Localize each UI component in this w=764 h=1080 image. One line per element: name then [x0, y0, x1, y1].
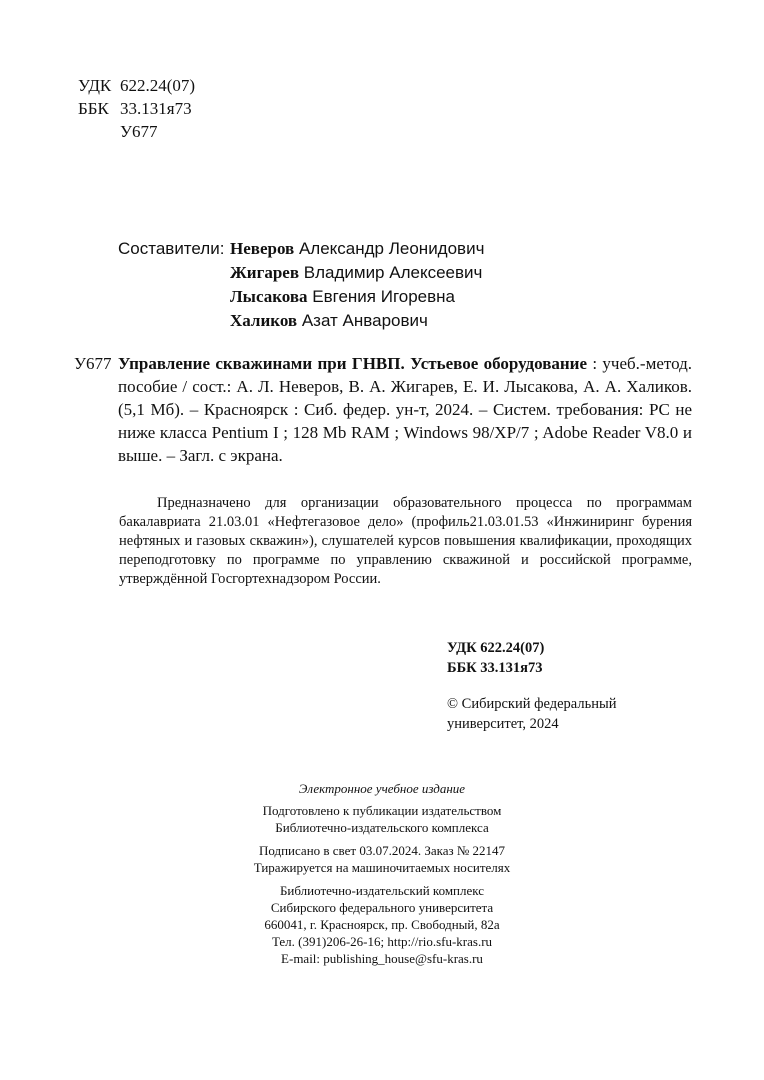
compilers-block: [118, 237, 484, 333]
classification-codes: [78, 74, 195, 143]
udk-value: 622.24(07): [120, 76, 196, 95]
publisher-line-1: Библиотечно-издательский комплекс: [279, 883, 485, 898]
author-3: [230, 285, 455, 309]
edition-type: [200, 780, 564, 797]
compilers-label: Составители:: [118, 239, 225, 258]
publisher-email: E-mail: publishing_house@sfu-kras.ru: [281, 951, 483, 966]
author-surname: Лысакова: [230, 287, 308, 306]
bibliographic-record: [74, 352, 692, 467]
bottom-udk: УДК 622.24(07): [447, 640, 545, 656]
author-surname: Жигарев: [230, 263, 300, 282]
prepared-line-1: Подготовлено к публикации издательством: [262, 803, 502, 818]
prepared-by: [200, 802, 564, 836]
book-description: : учеб.-метод. пособие / сост.: А. Л. Неверов, В. А. Жигарев, Е. И. Лысакова, А. А. Халиков. (5,1 Мб). – Красноярск : Сиб. федер. ун-т, 2024. – Систем. требования: PC не ниже класса Pentium I ; 128 Mb RAM ; Windows 98/XP/7 ; Adobe Reader V8.0 и выше. – Загл. с экрана.: [118, 354, 693, 465]
publisher-info: [200, 882, 564, 967]
author-1: [230, 237, 484, 261]
edition-type-text: Электронное учебное издание: [298, 781, 466, 796]
author-2: [230, 261, 482, 285]
author-surname: Халиков: [230, 311, 298, 330]
publisher-line-2: Сибирского федерального университета: [270, 900, 494, 915]
book-title: Управление скважинами при ГНВП. Устьевое оборудование: [118, 354, 588, 373]
udk-label: УДК: [78, 76, 112, 95]
replicated-line: Тиражируется на машиночитаемых носителях: [253, 860, 511, 875]
publisher-address: 660041, г. Красноярск, пр. Свободный, 82а: [264, 917, 500, 932]
author-name: Азат Анварович: [301, 311, 428, 330]
publication-info: [200, 842, 564, 876]
copyright: [447, 694, 616, 734]
biblio-code: У677: [74, 354, 112, 373]
bottom-classification: [447, 638, 544, 678]
copyright-line-1: © Сибирский федеральный: [447, 696, 617, 712]
biblio-text: [118, 352, 692, 467]
author-surname: Неверов: [230, 239, 295, 258]
copyright-line-2: университет, 2024: [447, 716, 559, 732]
author-mark: У677: [120, 122, 158, 141]
purpose-paragraph: Предназначено для организации образовательного процесса по программам бакалавриата 21.03.01 «Нефтегазовое дело» (профиль21.03.01.53 «Инжиниринг бурения нефтяных и газовых скважин»), слушателей курсов повышения квалификации, проходящих переподготовку по программе по управлению скважиной и российской программе, утверждённой Госгортехнадзором России.: [119, 495, 692, 587]
author-name: Владимир Алексеевич: [303, 263, 483, 282]
bottom-bbk: ББК 33.131я73: [447, 660, 543, 676]
signed-line: Подписано в свет 03.07.2024. Заказ № 22147: [258, 843, 506, 858]
bbk-label: ББК: [78, 99, 109, 118]
author-name: Евгения Игоревна: [312, 287, 456, 306]
prepared-line-2: Библиотечно-издательского комплекса: [275, 820, 489, 835]
author-name: Александр Леонидович: [298, 239, 485, 258]
author-4: [230, 309, 428, 333]
bbk-value: 33.131я73: [120, 99, 192, 118]
publisher-phone: Тел. (391)206-26-16; http://rio.sfu-kras.ru: [271, 934, 493, 949]
